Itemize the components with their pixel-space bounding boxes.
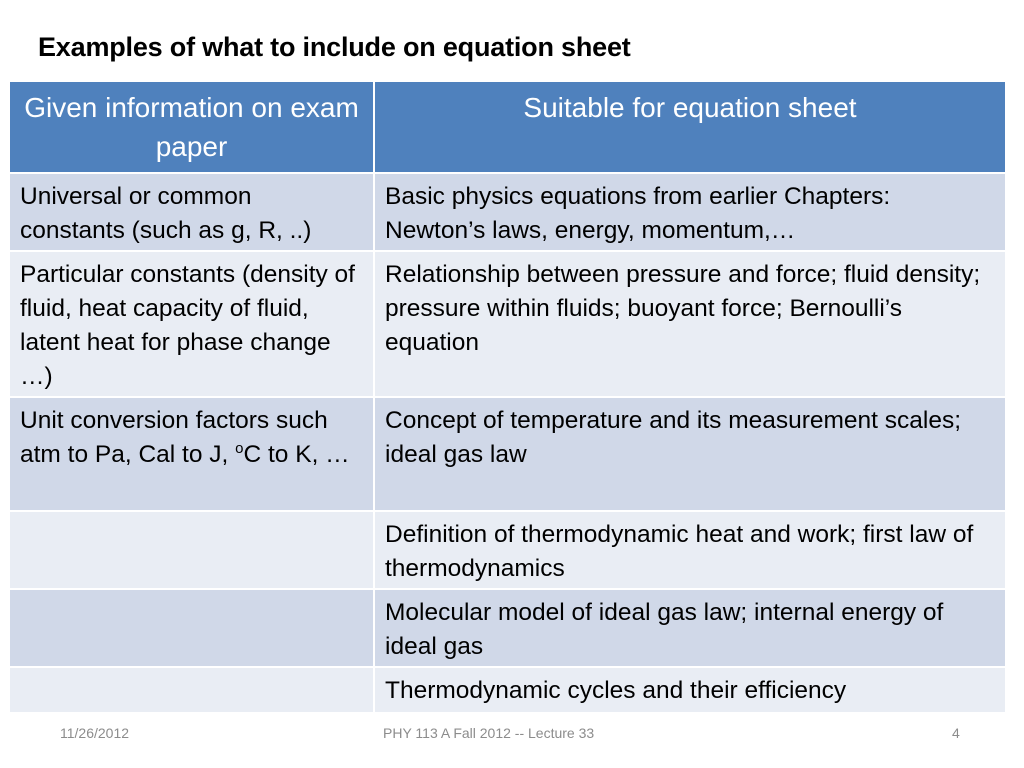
suitable-cell: Molecular model of ideal gas law; internal energy of ideal gas <box>374 589 1006 667</box>
footer-date: 11/26/2012 <box>60 725 130 741</box>
equation-sheet-table <box>8 80 1007 714</box>
header-suitable: Suitable for equation sheet <box>374 81 1006 173</box>
suitable-cell: Definition of thermodynamic heat and work; first law of thermodynamics <box>374 511 1006 589</box>
given-cell: Universal or common constants (such as g, R, ..) <box>9 173 374 251</box>
suitable-cell: Concept of temperature and its measurement scales; ideal gas law <box>374 397 1006 511</box>
footer-course: PHY 113 A Fall 2012 -- Lecture 33 <box>383 725 595 741</box>
table-row <box>9 589 1006 667</box>
given-cell: Particular constants (density of fluid, heat capacity of fluid, latent heat for phase change …) <box>9 251 374 397</box>
suitable-cell: Basic physics equations from earlier Chapters: Newton’s laws, energy, momentum,… <box>374 173 1006 251</box>
table-header-row <box>9 81 1006 173</box>
table-row <box>9 173 1006 251</box>
given-text: C to K, … <box>243 441 350 468</box>
suitable-cell: Thermodynamic cycles and their efficiency <box>374 667 1006 713</box>
given-cell <box>9 667 374 713</box>
table-row <box>9 511 1006 589</box>
degree-superscript: o <box>235 440 244 457</box>
given-cell <box>9 397 374 511</box>
suitable-cell: Relationship between pressure and force; fluid density; pressure within fluids; buoyant force; Bernoulli’s equation <box>374 251 1006 397</box>
given-cell <box>9 511 374 589</box>
slide-title: Examples of what to include on equation sheet <box>38 32 631 62</box>
footer-page-number: 4 <box>952 725 960 741</box>
table-row <box>9 251 1006 397</box>
table-row <box>9 397 1006 511</box>
table-row <box>9 667 1006 713</box>
given-text: Unit conversion factors such atm to Pa, Cal to J, <box>20 407 328 468</box>
given-cell <box>9 589 374 667</box>
header-given: Given information on exam paper <box>9 81 374 173</box>
